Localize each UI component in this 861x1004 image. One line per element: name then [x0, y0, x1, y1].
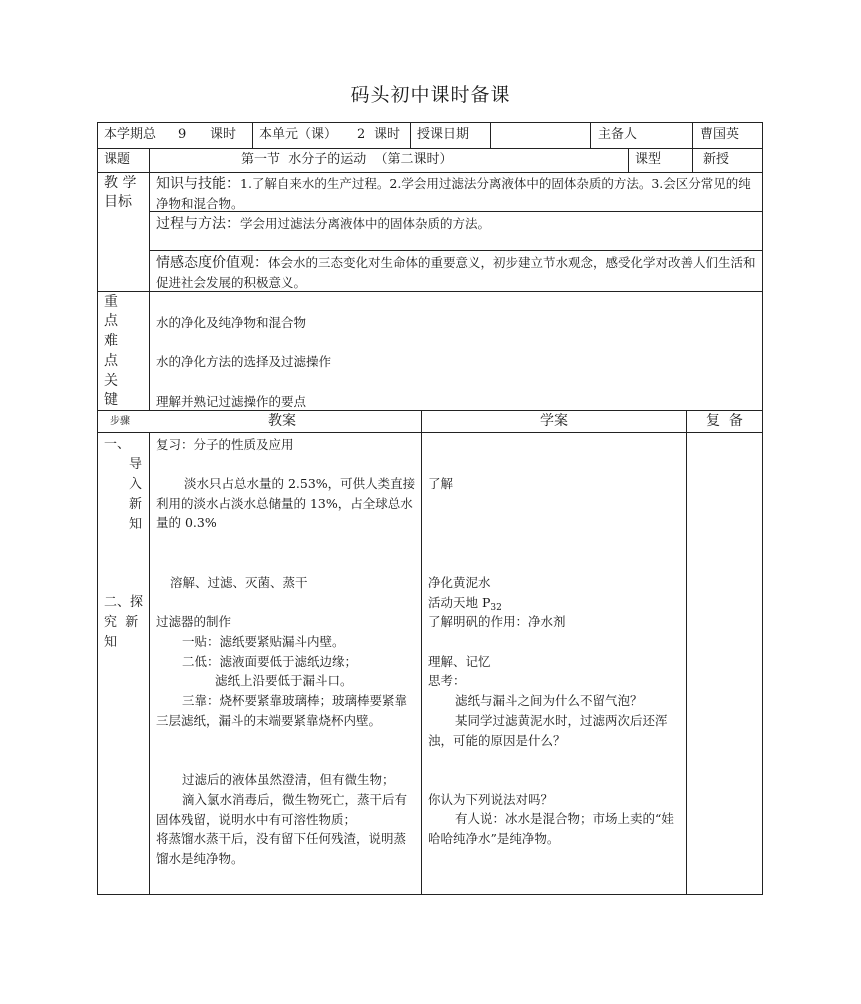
- teaching-distilled: 将蒸馏水蒸干后，没有留下任何残渣，说明蒸馏水是纯净物。: [156, 831, 407, 866]
- hours-unit: 课时: [210, 127, 237, 142]
- date-label: 授课日期: [417, 127, 470, 142]
- step-1-char: 知: [129, 517, 143, 532]
- unit-hours: 2: [357, 127, 366, 142]
- col-divider: [410, 122, 411, 148]
- step-1-char: 新: [129, 497, 143, 512]
- keypoints-label: 点: [104, 313, 118, 329]
- col-header-learning: 学案: [540, 413, 568, 429]
- page-title: 码头初中课时备课: [350, 84, 511, 106]
- teaching-one-stick: 一贴：滤纸要紧贴漏斗内壁。: [182, 634, 345, 649]
- objectives-label: 目标: [104, 194, 132, 210]
- row-divider: [149, 250, 763, 251]
- unit-hours-unit: 课时: [374, 127, 401, 142]
- teaching-chlorine: 滴入氯水消毒后，微生物死亡，蒸干后有固体残留，说明水中有可溶性物质；: [156, 792, 408, 827]
- preparer-label: 主备人: [598, 127, 638, 142]
- col-divider: [590, 122, 591, 148]
- crucial-point: 理解并熟记过滤操作的要点: [156, 394, 307, 409]
- keypoints-label: 重: [104, 294, 118, 310]
- objective-emotion: [156, 253, 758, 293]
- objective-process-text: 学会用过滤法分离液体中的固体杂质的方法。: [240, 216, 491, 231]
- objective-knowledge-label: 知识与技能：: [156, 176, 240, 192]
- teaching-review: 复习：分子的性质及应用: [156, 437, 294, 452]
- learning-question: 你认为下列说法对吗？: [428, 792, 554, 807]
- unit-label: 本单元（课）: [259, 127, 338, 142]
- preparer-name: 曹国英: [700, 127, 740, 142]
- objective-emotion-text: 体会水的三态变化对生命体的重要意义，初步建立节水观念，感受化学对改善人们生活和促进社会发展的积极意义。: [156, 255, 756, 290]
- step-1-char: 入: [129, 477, 143, 492]
- learning-activity-page: 32: [490, 603, 502, 613]
- learning-question: 某同学过滤黄泥水时，过滤两次后还浑浊，可能的原因是什么？: [428, 713, 668, 748]
- objective-knowledge-text: 1.了解自来水的生产过程。2.学会用过滤法分离液体中的固体杂质的方法。3.会区分常见的纯净物和混合物。: [156, 176, 751, 211]
- step-1-char: 导: [129, 457, 143, 472]
- term-label: 本学期总: [104, 127, 157, 142]
- term-hours: 9: [178, 127, 187, 142]
- teaching-two-low: 滤纸上沿要低于漏斗口。: [215, 673, 353, 688]
- keypoints-label: 点: [104, 353, 118, 369]
- learning-memorize: 理解、记忆: [428, 654, 491, 669]
- col-divider: [252, 122, 253, 148]
- step-2-line: 知: [104, 635, 118, 650]
- row-divider: [97, 148, 763, 149]
- difficult-point: 水的净化方法的选择及过滤操作: [156, 354, 332, 369]
- keypoints-label: 键: [104, 392, 118, 408]
- row-divider: [97, 172, 763, 173]
- col-divider: [149, 432, 150, 894]
- learning-question: 有人说：冰水是混合物；市场上卖的“娃哈哈纯净水”是纯净物。: [428, 811, 674, 846]
- key-point: 水的净化及纯净物和混合物: [156, 315, 307, 330]
- col-divider: [692, 148, 693, 172]
- objectives-label: 教 学: [104, 175, 137, 191]
- learning-understand: 了解: [428, 476, 454, 491]
- col-divider: [421, 410, 422, 894]
- objective-process: [156, 214, 490, 234]
- objective-knowledge: [156, 174, 758, 214]
- objective-emotion-label: 情感态度价值观：: [156, 255, 268, 271]
- learning-alum: 了解明矾的作用：净水剂: [428, 614, 566, 629]
- learning-activity-text: 活动天地 P: [428, 595, 491, 610]
- step-1-prefix: 一、: [104, 437, 131, 452]
- teaching-after-filter: 过滤后的液体虽然澄清，但有微生物；: [182, 772, 395, 787]
- col-header-teaching: 教案: [268, 413, 296, 429]
- step-2-line: 二、探: [104, 595, 144, 610]
- objective-process-label: 过程与方法：: [156, 216, 240, 232]
- keypoints-label: 关: [104, 373, 118, 389]
- teaching-filter-make: 过滤器的制作: [156, 614, 232, 629]
- row-divider: [97, 432, 763, 433]
- teaching-three-lean: 三靠：烧杯要紧靠玻璃棒；玻璃棒要紧靠三层滤纸，漏斗的末端要紧靠烧杯内壁。: [156, 693, 408, 728]
- learning-purify: 净化黄泥水: [428, 575, 491, 590]
- lesson-type-value: 新授: [703, 152, 730, 167]
- step-2-line: 究 新: [104, 615, 139, 630]
- learning-think: 思考：: [428, 673, 466, 688]
- col-divider: [686, 410, 687, 894]
- col-divider: [149, 148, 150, 410]
- learning-question: 滤纸与漏斗之间为什么不留气泡？: [455, 693, 643, 708]
- col-header-steps: 步骤: [110, 416, 130, 427]
- teaching-fresh-water: 淡水只占总水量的 2.53%，可供人类直接利用的淡水占淡水总储量的 13%，占全球总水量的 0.3%: [156, 476, 416, 530]
- teaching-two-low: 二低：滤液面要低于滤纸边缘；: [182, 654, 358, 669]
- col-header-review: 复 备: [706, 413, 743, 429]
- col-divider: [490, 122, 491, 148]
- col-divider: [628, 148, 629, 172]
- teaching-methods: 溶解、过滤、灭菌、蒸干: [170, 575, 308, 590]
- lesson-type-label: 课型: [635, 152, 662, 167]
- topic-label: 课题: [104, 152, 131, 167]
- col-divider: [692, 122, 693, 148]
- keypoints-label: 难: [104, 333, 118, 349]
- topic-value: 第一节 水分子的运动 （第二课时）: [241, 152, 453, 167]
